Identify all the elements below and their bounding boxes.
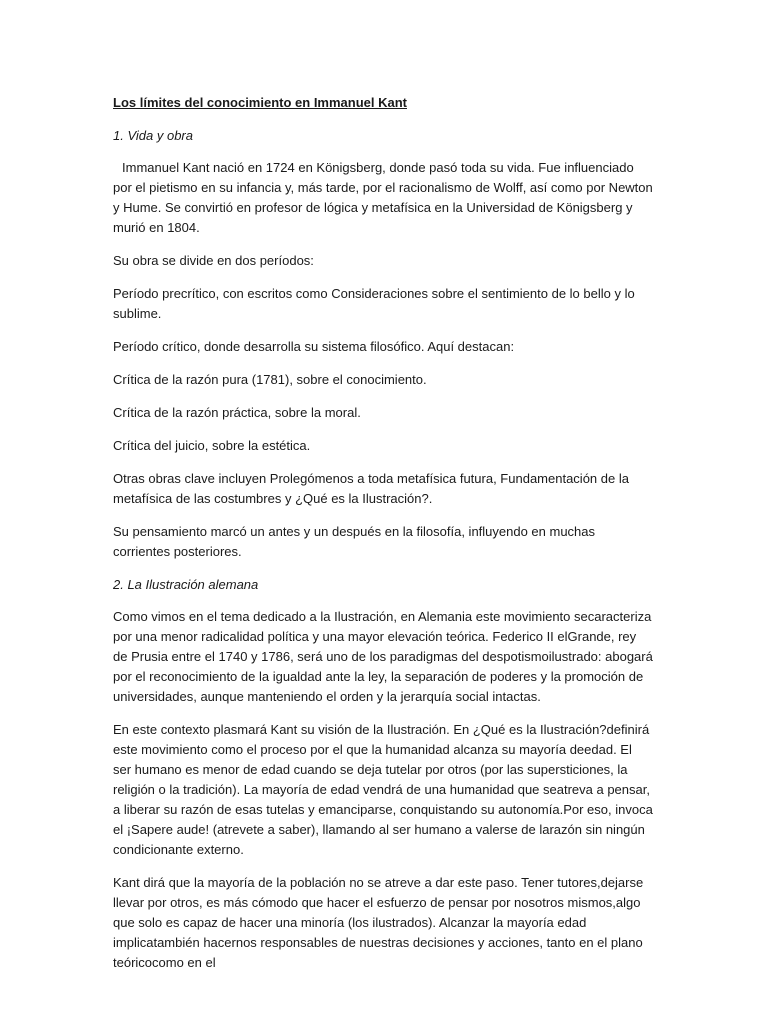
paragraph: Su pensamiento marcó un antes y un después en la filosofía, influyendo en muchas corrientes posteriores. bbox=[113, 524, 596, 559]
paragraph: Immanuel Kant nació en 1724 en Königsberg, donde pasó toda su vida. Fue influenciado por el pietismo en su infancia y, más tarde, por el racionalismo de Wolff, así como por Newton y Hume. Se convirtió en profesor de lógica y metafísica en la Universidad de Königsberg y murió en 1804. bbox=[113, 160, 653, 235]
paragraph: Kant dirá que la mayoría de la población no se atreve a dar este paso. Tener tutores,dejarse llevar por otros, es más cómodo que hacer el esfuerzo de pensar por nosotros mismos,algo que solo es capaz de hacer una minoría (los ilustrados). Alcanzar la mayoría edad implicatambién hacernos responsables de nuestras decisiones y acciones, tanto en el plano teóricocomo en el bbox=[113, 875, 644, 970]
paragraph: Crítica del juicio, sobre la estética. bbox=[113, 438, 311, 453]
paragraph: Crítica de la razón pura (1781), sobre el conocimiento. bbox=[113, 372, 427, 387]
paragraph: Período crítico, donde desarrolla su sistema filosófico. Aquí destacan: bbox=[113, 339, 515, 354]
paragraph: Como vimos en el tema dedicado a la Ilustración, en Alemania este movimiento secaracteriza por una menor radicalidad política y una mayor elevación teórica. Federico II elGrande, rey de Prusia entre el 1740 y 1786, será uno de los paradigmas del despotismoilustrado: abogará por el reconocimiento de la igualdad ante la ley, la separación de poderes y la promoción de universidades, aunque manteniendo el orden y la jerarquía social intactas. bbox=[113, 609, 653, 704]
paragraph: En este contexto plasmará Kant su visión de la Ilustración. En ¿Qué es la Ilustración?definirá este movimiento como el proceso por el que la humanidad alcanza su mayoría deedad. El ser humano es menor de edad cuando se deja tutelar por otros (por las supersticiones, la religión o la tradición). La mayoría de edad vendrá de una humanidad que seatreva a pensar, a liberar su razón de esas tutelas y emanciparse, conquistando su autonomía.Por eso, invoca el ¡Sapere aude! (atrevete a saber), llamando al ser humano a valerse de larazón sin ningún condicionante externo. bbox=[113, 722, 653, 857]
paragraph: Su obra se divide en dos períodos: bbox=[113, 253, 314, 268]
paragraph: Período precrítico, con escritos como Consideraciones sobre el sentimiento de lo bello y lo sublime. bbox=[113, 286, 635, 321]
paragraph: Otras obras clave incluyen Prolegómenos a toda metafísica futura, Fundamentación de la metafísica de las costumbres y ¿Qué es la Ilustración?. bbox=[113, 471, 629, 506]
section-heading-vida-y-obra: 1. Vida y obra bbox=[113, 128, 193, 143]
document-page bbox=[113, 93, 653, 986]
paragraph: Crítica de la razón práctica, sobre la moral. bbox=[113, 405, 361, 420]
section-heading-ilustracion-alemana: 2. La Ilustración alemana bbox=[113, 577, 259, 592]
document-title: Los límites del conocimiento en Immanuel Kant bbox=[113, 95, 407, 110]
